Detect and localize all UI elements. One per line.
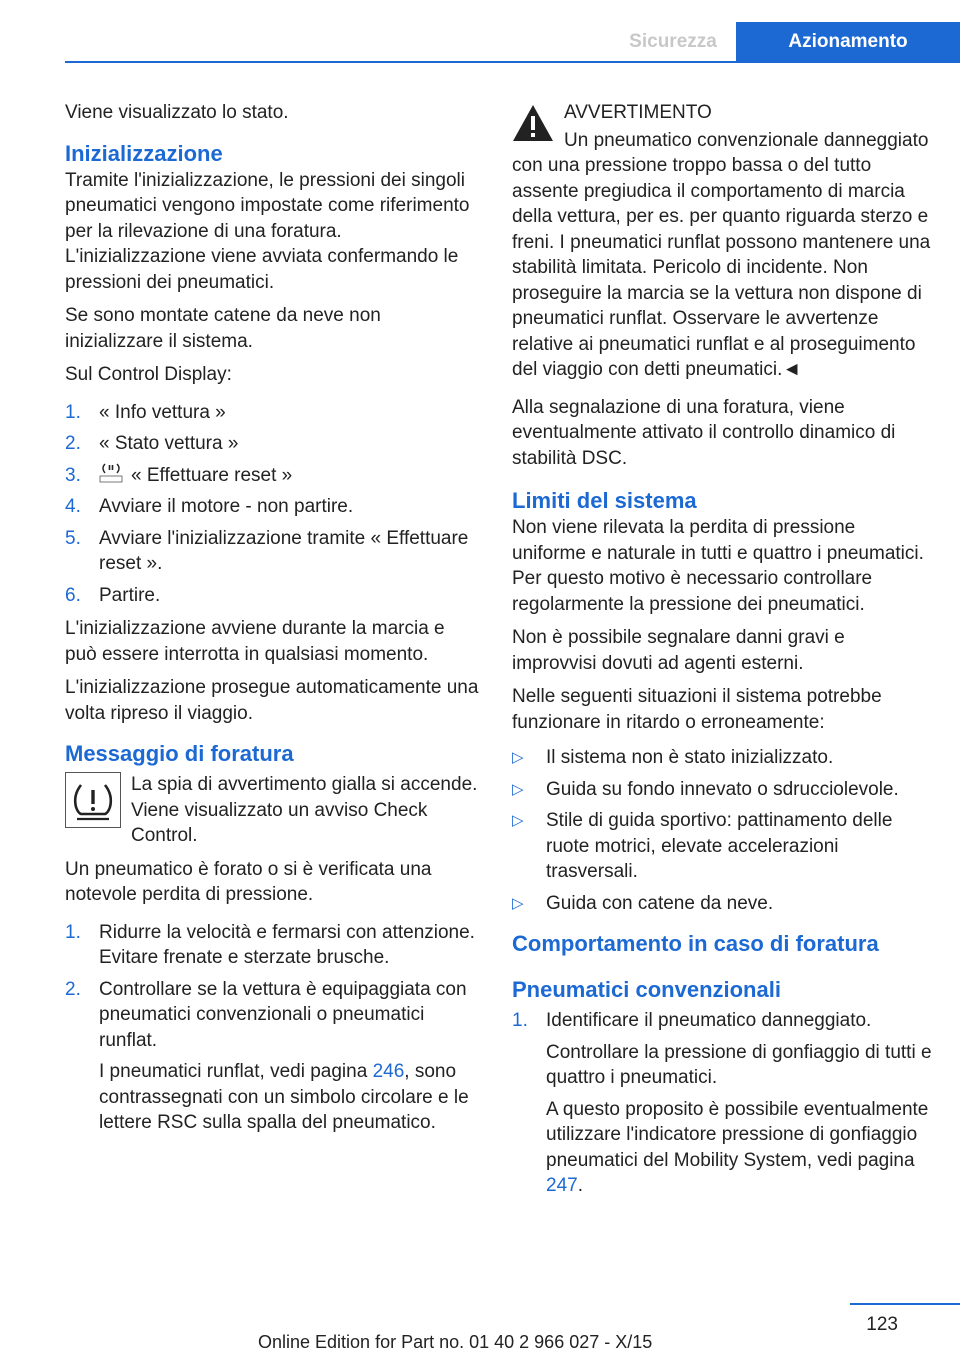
conventional-steps-list	[512, 1008, 932, 1199]
footer-rule	[850, 1303, 960, 1305]
bullet-triangle-icon: ▷	[512, 894, 524, 912]
warning-block	[512, 100, 932, 383]
step-number: 1.	[65, 921, 81, 943]
list-item	[65, 494, 480, 520]
list-item	[65, 431, 480, 457]
step-text: « Stato vettura »	[99, 433, 239, 454]
header-rule	[65, 61, 960, 63]
limits-paragraph-1: Non viene rilevata la perdita di pressione uniforme e naturale in tutti e quattro i pneumatici. Per questo motivo è necessario controllare regolarmente la pressione dei pneumatici.	[512, 517, 924, 615]
step-number: 6.	[65, 584, 81, 606]
limits-paragraph-2: Non è possibile segnalare danni gravi e improvvisi dovuti ad agenti esterni.	[512, 627, 845, 674]
flat-tire-text: Un pneumatico è forato o si è verificata una notevole perdita di pressione.	[65, 858, 432, 905]
page-link-247[interactable]: 247	[546, 1175, 578, 1196]
step-number: 2.	[65, 433, 81, 454]
step-text: « Info vettura »	[99, 401, 226, 423]
step-text: Avviare il motore - non partire.	[99, 496, 354, 517]
header-tab-sicurezza[interactable]: Sicurezza	[629, 31, 717, 52]
heading-pneumatici-convenzionali: Pneumatici convenzionali	[512, 977, 781, 1002]
step-text: Avviare l'inizializzazione tramite « Effettuare reset ».	[99, 527, 469, 574]
warning-triangle-icon	[512, 104, 554, 142]
list-item	[512, 1008, 932, 1199]
step-text: « Effettuare reset »	[131, 464, 293, 486]
step-text: Partire.	[99, 584, 161, 606]
step-subtext: Controllare la pressione di gonfiaggio di tutti e quattro i pneumatici.	[546, 1041, 932, 1088]
runflat-note-text: I pneumatici runflat, vedi pagina	[99, 1061, 373, 1082]
step-number: 4.	[65, 496, 81, 517]
step-number: 2.	[65, 978, 81, 1000]
right-column	[512, 100, 932, 1207]
list-item	[65, 583, 480, 609]
runflat-note	[99, 1059, 480, 1136]
list-item	[65, 920, 480, 971]
bullet-triangle-icon: ▷	[512, 749, 524, 766]
heading-limiti-sistema: Limiti del sistema	[512, 488, 697, 513]
page-number: 123	[866, 1314, 898, 1335]
bullet-text: Guida su fondo innevato o sdrucciolevole.	[546, 778, 899, 800]
limits-paragraph-3: Nelle seguenti situazioni il sistema potrebbe funzionare in ritardo o erroneamente:	[512, 686, 882, 733]
warning-text: Un pneumatico convenzionale danneggiato con una pressione troppo bassa o del tutto assente pregiudica il comportamento di marcia della vettura, per es. per quanto riguarda sterzo e freni. I pneumatici runflat possono mantenere una stabilità limitata. Pericolo di incidente. Non proseguire la marcia se la vettura non dispone di pneumatici runflat. Osservare le avvertenze relative ai pneumatici runflat e al proseguimento del viaggio con detti pneumatici.◄	[512, 129, 931, 380]
mobility-note-end: .	[577, 1175, 583, 1196]
list-item	[65, 526, 480, 577]
bullet-triangle-icon: ▷	[512, 812, 524, 829]
step-text: Identificare il pneumatico danneggiato.	[546, 1010, 872, 1031]
step-text: Ridurre la velocità e fermarsi con attenzione. Evitare frenate e sterzate brusche.	[99, 921, 475, 968]
mobility-system-note	[546, 1097, 932, 1199]
flat-steps-list	[65, 920, 480, 1136]
warning-title: AVVERTIMENTO	[564, 102, 712, 123]
after-paragraph-1: L'inizializzazione avviene durante la marcia e può essere interrotta in qualsiasi momento.	[65, 618, 445, 665]
heading-inizializzazione: Inizializzazione	[65, 140, 223, 166]
step-number: 3.	[65, 464, 81, 486]
tire-warning-block	[65, 772, 480, 849]
list-item	[65, 977, 480, 1136]
heading-messaggio-foratura: Messaggio di foratura	[65, 741, 294, 766]
header-tab-azionamento[interactable]: Azionamento	[736, 22, 960, 62]
step-text: Controllare se la vettura è equipaggiata con pneumatici convenzionali o pneumatici runflat.	[99, 978, 467, 1051]
dsc-text: Alla segnalazione di una foratura, viene eventualmente attivato il controllo dinamico di stabilità DSC.	[512, 396, 896, 469]
page-link-246[interactable]: 246	[372, 1061, 405, 1082]
reset-icon	[99, 463, 123, 483]
bullet-text: Il sistema non è stato inizializzato.	[546, 747, 834, 768]
step-number: 5.	[65, 527, 81, 549]
list-item	[512, 745, 932, 771]
list-item	[512, 777, 932, 803]
init-steps-list	[65, 400, 480, 609]
heading-comportamento-foratura: Comportamento in caso di foratura	[512, 931, 879, 956]
limits-bullet-list	[512, 745, 932, 916]
list-item	[512, 891, 932, 917]
left-column	[65, 100, 480, 1144]
footer-edition: Online Edition for Part no. 01 40 2 966 027 - X/15	[258, 1332, 653, 1352]
init-paragraph-2: Se sono montate catene da neve non inizializzare il sistema.	[65, 305, 381, 352]
list-item	[65, 400, 480, 426]
init-paragraph-3: Sul Control Display:	[65, 364, 232, 385]
list-item	[65, 463, 480, 489]
list-item	[512, 808, 932, 885]
after-paragraph-2: L'inizializzazione prosegue automaticamente una volta ripreso il viaggio.	[65, 677, 479, 724]
mobility-note-text: A questo proposito è possibile eventualmente utilizzare l'indicatore pressione di gonfiaggio pneumatici del Mobility System, vedi pagina	[546, 1098, 929, 1171]
runflat-note-text-end: , sono contrassegnati con un simbolo circolare e le lettere RSC sulla spalla del pneumatico.	[99, 1061, 469, 1133]
bullet-triangle-icon: ▷	[512, 780, 524, 798]
status-text: Viene visualizzato lo stato.	[65, 102, 289, 123]
init-paragraph-1: Tramite l'inizializzazione, le pressioni dei singoli pneumatici vengono impostate come riferimento per la rilevazione di una foratura. L'inizializzazione viene avviata confermando le pressioni dei pneumatici.	[65, 169, 470, 293]
bullet-text: Stile di guida sportivo: pattinamento delle ruote motrici, elevate accelerazioni trasversali.	[546, 810, 893, 882]
step-number: 1.	[512, 1010, 528, 1031]
warning-lamp-text: La spia di avvertimento gialla si accende. Viene visualizzato un avviso Check Control.	[131, 774, 478, 846]
bullet-text: Guida con catene da neve.	[546, 892, 774, 914]
step-number: 1.	[65, 401, 81, 423]
tire-pressure-warning-icon	[65, 772, 121, 828]
